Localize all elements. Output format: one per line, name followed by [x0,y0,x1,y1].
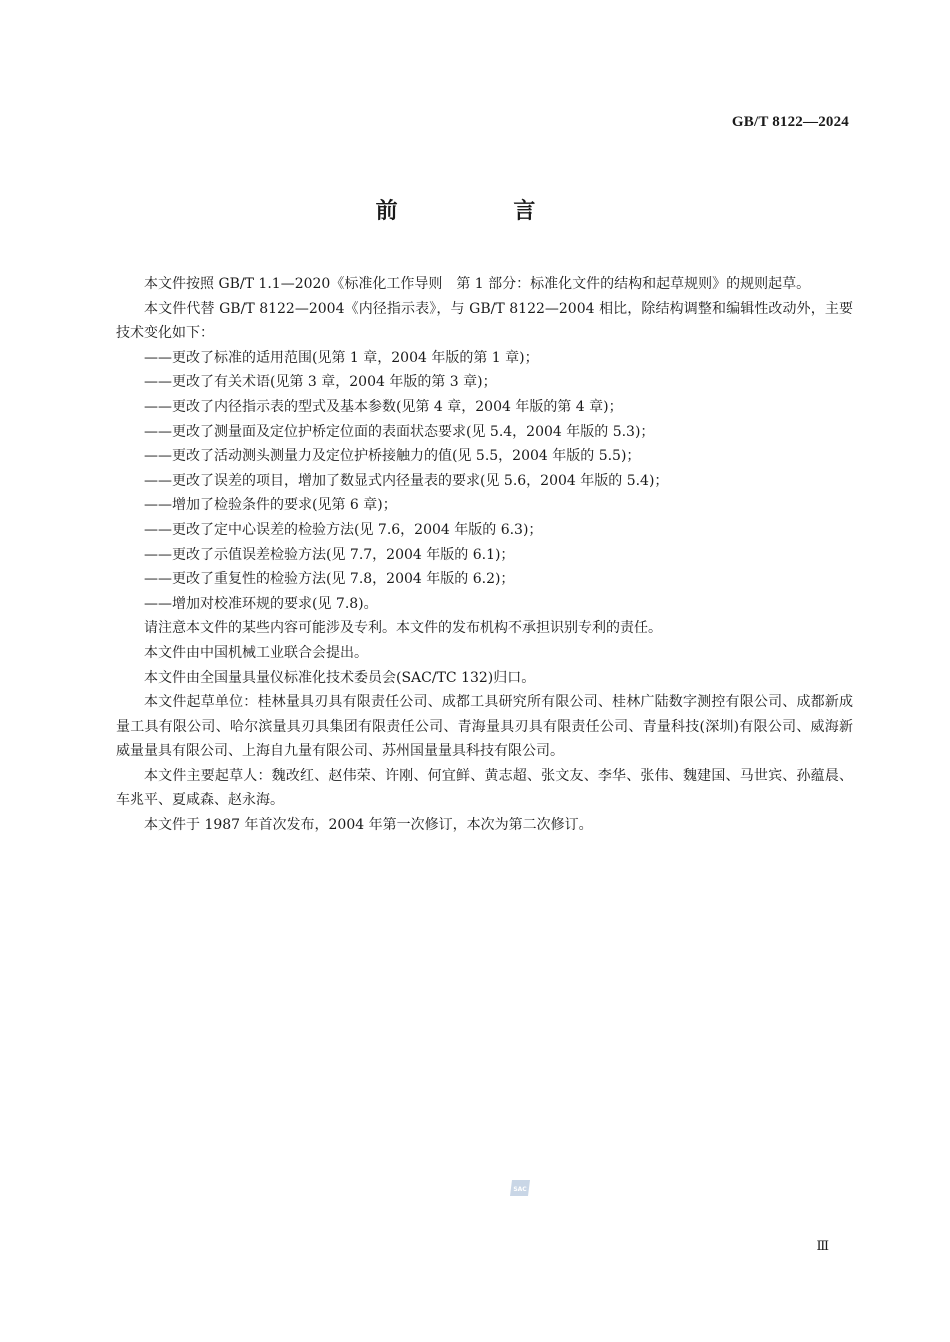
svg-text:SAC: SAC [513,1186,527,1193]
change-item: ——更改了示值误差检验方法(见 7.7，2004 年版的 6.1)； [144,546,515,563]
paragraph-centralized-by: 本文件由全国量具量仪标准化技术委员会(SAC/TC 132)归口。 [144,669,536,686]
standard-code: GB/T 8122—2024 [731,114,849,130]
change-item: ——更改了内径指示表的型式及基本参数(见第 4 章，2004 年版的第 4 章)； [144,398,623,415]
page-title: 前 言 [375,199,590,224]
paragraph-drafting-units: 本文件起草单位：桂林量具刃具有限责任公司、成都工具研究所有限公司、桂林广陆数字测控有限公司、成都新成量工具有限公司、哈尔滨量具刃具集团有限责任公司、青海量具刃具有限责任公司、青量科技(深圳)有限公司、威海新威量量具有限公司、上海自九量有限公司、苏州国量量具科技有限公司。 [116,694,853,760]
change-item: ——更改了误差的项目，增加了数显式内径量表的要求(见 5.6，2004 年版的 5.4)； [144,472,669,489]
paragraph-replacement: 本文件代替 GB/T 8122—2004《内径指示表》，与 GB/T 8122—2004 相比，除结构调整和编辑性改动外，主要技术变化如下： [116,300,853,342]
change-item: ——更改了标准的适用范围(见第 1 章，2004 年版的第 1 章)； [144,349,539,366]
paragraph-drafting-rules: 本文件按照 GB/T 1.1—2020《标准化工作导则 第 1 部分：标准化文件的结构和起草规则》的规则起草。 [144,276,811,292]
paragraph-patent-notice: 请注意本文件的某些内容可能涉及专利。本文件的发布机构不承担识别专利的责任。 [144,620,662,637]
paragraph-proposed-by: 本文件由中国机械工业联合会提出。 [144,644,368,661]
change-item: ——增加对校准环规的要求(见 7.8)。 [144,595,378,612]
change-item: ——更改了重复性的检验方法(见 7.8，2004 年版的 6.2)； [144,571,515,588]
sac-logo-icon [508,1178,532,1198]
foreword-body [116,272,853,838]
paragraph-history: 本文件于 1987 年首次发布，2004 年第一次修订，本次为第二次修订。 [144,817,593,834]
change-item: ——更改了定中心误差的检验方法(见 7.6，2004 年版的 6.3)； [144,521,543,538]
change-item: ——更改了有关术语(见第 3 章，2004 年版的第 3 章)； [144,374,497,391]
change-item: ——增加了检验条件的要求(见第 6 章)； [144,497,397,514]
change-item: ——更改了测量面及定位护桥定位面的表面状态要求(见 5.4，2004 年版的 5.3)； [144,423,655,440]
change-item: ——更改了活动测头测量力及定位护桥接触力的值(见 5.5，2004 年版的 5.5)； [144,448,641,465]
page-number: Ⅲ [816,1238,829,1253]
paragraph-drafters: 本文件主要起草人：魏改红、赵伟荣、许刚、何宜鲜、黄志超、张文友、李华、张伟、魏建国、马世宾、孙蕴晨、车兆平、夏咸森、赵永海。 [116,767,853,809]
